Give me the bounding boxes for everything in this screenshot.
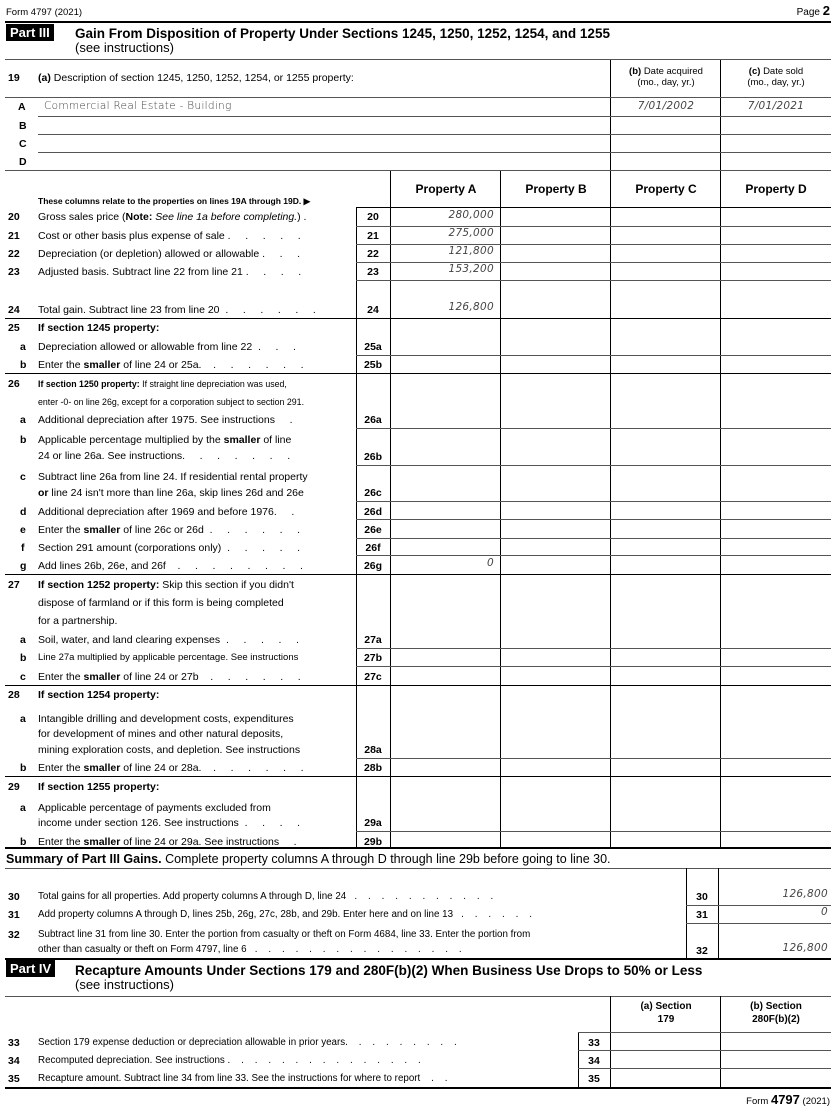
line-number-20: 20 bbox=[8, 211, 20, 223]
line22-property-a[interactable]: 121,800 bbox=[448, 245, 494, 257]
line27-heading-line2: dispose of farmland or if this form is being completed bbox=[38, 597, 284, 609]
line-letter-26e: e bbox=[20, 524, 26, 536]
line20-property-a[interactable]: 280,000 bbox=[448, 209, 494, 221]
line-box-20: 20 bbox=[367, 211, 379, 223]
line-box-33: 33 bbox=[588, 1037, 600, 1049]
line28-heading: If section 1254 property: bbox=[38, 689, 160, 701]
form-header-label: Form 4797 (2021) bbox=[6, 7, 83, 18]
part4-subtitle: (see instructions) bbox=[75, 977, 174, 992]
divider bbox=[356, 519, 831, 520]
divider bbox=[610, 171, 611, 847]
divider bbox=[356, 666, 831, 667]
divider bbox=[720, 171, 721, 847]
line26c-label-line2: or line 24 isn't more than line 26a, skip lines 26d and 26e bbox=[38, 487, 304, 499]
line-letter-28b: b bbox=[20, 762, 27, 774]
line28a-label-line3: mining exploration costs, and depletion. See instructions bbox=[38, 744, 301, 756]
line-box-32: 32 bbox=[696, 945, 708, 957]
divider bbox=[500, 171, 501, 847]
divider bbox=[5, 958, 831, 960]
line-letter-26g: g bbox=[20, 560, 27, 572]
col-date-acquired-header: (b) Date acquired (mo., day, yr.) bbox=[629, 66, 703, 88]
line26-heading-line2: enter -0- on line 26g, except for a corporation subject to section 291. bbox=[38, 397, 305, 407]
part3-badge: Part III bbox=[6, 24, 54, 41]
line-box-26g: 26g bbox=[363, 560, 383, 572]
divider bbox=[356, 758, 831, 759]
line24-label: Total gain. Subtract line 23 from line 20 . . . . . . bbox=[38, 304, 316, 316]
line27-heading-line3: for a partnership. bbox=[38, 615, 118, 627]
line-box-35: 35 bbox=[588, 1073, 600, 1085]
line-box-26d: 26d bbox=[363, 506, 383, 518]
line-number-29: 29 bbox=[8, 781, 20, 793]
divider bbox=[356, 355, 831, 356]
property-d-description[interactable] bbox=[44, 153, 604, 170]
line26g-label: Add lines 26b, 26e, and 26f . . . . . . . . bbox=[38, 560, 303, 572]
line27a-label: Soil, water, and land clearing expenses . . . . . bbox=[38, 634, 299, 646]
line-letter-29a: a bbox=[20, 802, 26, 814]
line32-label-line2: other than casualty or theft on Form 4797, line 6 . . . . . . . . . . . . . . . . bbox=[38, 944, 462, 955]
line28b-label: Enter the smaller of line 24 or 28a. . . . . . . bbox=[38, 762, 304, 774]
property-b-header: Property B bbox=[525, 182, 587, 196]
page-number: 2 bbox=[822, 3, 830, 18]
property-a-description[interactable]: Commercial Real Estate - Building bbox=[44, 100, 232, 112]
property-c-description[interactable] bbox=[44, 135, 604, 152]
col-section-179-header: (a) Section 179 bbox=[640, 1001, 692, 1025]
page-label: Page bbox=[796, 7, 820, 18]
line29-heading: If section 1255 property: bbox=[38, 781, 160, 793]
line20-label: Gross sales price (Note: See line 1a before completing.) . bbox=[38, 211, 307, 223]
divider bbox=[5, 776, 831, 777]
line-box-27b: 27b bbox=[363, 652, 383, 664]
line-box-21: 21 bbox=[367, 230, 379, 242]
line-number-35: 35 bbox=[8, 1073, 20, 1085]
line32-value[interactable]: 126,800 bbox=[782, 942, 828, 954]
line-number-33: 33 bbox=[8, 1037, 20, 1049]
line-box-26f: 26f bbox=[365, 542, 381, 554]
property-b-description[interactable] bbox=[44, 117, 604, 134]
line22-label: Depreciation (or depletion) allowed or allowable . . . bbox=[38, 248, 301, 260]
line-box-26c: 26c bbox=[364, 487, 382, 499]
line24-property-a[interactable]: 126,800 bbox=[448, 301, 494, 313]
line-number-27: 27 bbox=[8, 579, 20, 591]
row-letter-a: A bbox=[18, 101, 26, 113]
line-number-32: 32 bbox=[8, 929, 20, 941]
line31-value[interactable]: 0 bbox=[821, 906, 828, 918]
part4-title: Recapture Amounts Under Sections 179 and 280F(b)(2) When Business Use Drops to 50% or Less bbox=[75, 963, 703, 978]
line32-label: Subtract line 31 from line 30. Enter the portion from casualty or theft on Form 4684, line 33. Enter the portion from bbox=[38, 929, 531, 940]
divider bbox=[5, 373, 831, 374]
line28a-label: Intangible drilling and development costs, expenditures bbox=[38, 713, 294, 725]
property-a-date-acquired[interactable]: 7/01/2002 bbox=[637, 100, 695, 112]
line26b-label-line2: 24 or line 26a. See instructions. . . . . . . bbox=[38, 450, 291, 462]
line-letter-28a: a bbox=[20, 713, 26, 725]
line29b-label: Enter the smaller of line 24 or 29a. See instructions . bbox=[38, 836, 297, 848]
property-c-header: Property C bbox=[635, 182, 697, 196]
line35-section-280f[interactable] bbox=[721, 1069, 831, 1086]
line29a-label-line2: income under section 126. See instructions . . . . bbox=[38, 817, 301, 829]
divider bbox=[5, 59, 831, 60]
line-letter-27a: a bbox=[20, 634, 26, 646]
line-letter-26b: b bbox=[20, 434, 27, 446]
line-number-30: 30 bbox=[8, 891, 20, 903]
line-number-21: 21 bbox=[8, 230, 20, 242]
divider bbox=[356, 501, 831, 502]
line-box-24: 24 bbox=[367, 304, 379, 316]
divider bbox=[5, 868, 831, 869]
line35-section-179[interactable] bbox=[611, 1069, 720, 1086]
page-indicator bbox=[797, 5, 830, 19]
divider bbox=[5, 318, 831, 319]
line-number-25: 25 bbox=[8, 322, 20, 334]
divider bbox=[5, 685, 831, 686]
divider bbox=[356, 648, 831, 649]
divider bbox=[5, 574, 831, 575]
line30-label: Total gains for all properties. Add property columns A through D, line 24 . . . . . . . . . . . bbox=[38, 891, 494, 902]
line27-heading: If section 1252 property: Skip this section if you didn't bbox=[38, 579, 294, 591]
line-number-34: 34 bbox=[8, 1055, 20, 1067]
line-box-27a: 27a bbox=[364, 634, 382, 646]
property-d-header: Property D bbox=[745, 182, 807, 196]
line-letter-26f: f bbox=[21, 542, 25, 554]
line26d-label: Additional depreciation after 1969 and before 1976. . bbox=[38, 506, 295, 518]
part3-title: Gain From Disposition of Property Under Sections 1245, 1250, 1252, 1254, and 1255 bbox=[75, 26, 610, 41]
line-number-26: 26 bbox=[8, 378, 20, 390]
row-letter-d: D bbox=[19, 156, 27, 168]
line34-label: Recomputed depreciation. See instructions . . . . . . . . . . . . . . . bbox=[38, 1055, 421, 1066]
line21-property-a[interactable]: 275,000 bbox=[448, 227, 494, 239]
property-a-header: Property A bbox=[415, 182, 477, 196]
line-box-27c: 27c bbox=[364, 671, 382, 683]
line25-heading: If section 1245 property: bbox=[38, 322, 160, 334]
line33-label: Section 179 expense deduction or depreciation allowable in prior years. . . . . . . . . bbox=[38, 1037, 457, 1048]
line21-label: Cost or other basis plus expense of sale . . . . . bbox=[38, 230, 301, 242]
line-letter-25b: b bbox=[20, 359, 27, 371]
line35-label: Recapture amount. Subtract line 34 from line 33. See the instructions for where to report . . bbox=[38, 1073, 448, 1084]
line25b-label: Enter the smaller of line 24 or 25a. . . . . . . bbox=[38, 359, 304, 371]
line-number-24: 24 bbox=[8, 304, 20, 316]
divider bbox=[356, 555, 831, 556]
columns-note: These columns relate to the properties on lines 19A through 19D. ▶ bbox=[38, 196, 311, 206]
line29a-label: Applicable percentage of payments excluded from bbox=[38, 802, 271, 814]
divider bbox=[356, 831, 831, 832]
line-box-25a: 25a bbox=[364, 341, 382, 353]
line26e-label: Enter the smaller of line 26c or 26d . . . . . . bbox=[38, 524, 301, 536]
line26-heading: If section 1250 property: If straight line depreciation was used, bbox=[38, 379, 287, 389]
summary-heading: Summary of Part III Gains. Complete property columns A through D through line 29b before going to line 30. bbox=[6, 852, 611, 866]
divider bbox=[686, 923, 831, 924]
line-box-28a: 28a bbox=[364, 744, 382, 756]
line-number-23: 23 bbox=[8, 266, 20, 278]
line-letter-29b: b bbox=[20, 836, 27, 848]
line-number-22: 22 bbox=[8, 248, 20, 260]
line-number-31: 31 bbox=[8, 909, 20, 921]
line-number-19: 19 bbox=[8, 72, 20, 84]
form-footer: Form 4797 (2021) bbox=[746, 1092, 830, 1107]
line19-description-label: (a) Description of section 1245, 1250, 1252, 1254, or 1255 property: bbox=[38, 72, 354, 84]
line33-section-280f[interactable] bbox=[721, 1033, 831, 1050]
divider bbox=[356, 538, 831, 539]
line26c-label: Subtract line 26a from line 24. If residential rental property bbox=[38, 471, 308, 483]
line26a-label: Additional depreciation after 1975. See instructions . bbox=[38, 414, 293, 426]
divider bbox=[356, 428, 831, 429]
divider bbox=[718, 868, 719, 958]
line34-section-280f[interactable] bbox=[721, 1051, 831, 1068]
line-box-26e: 26e bbox=[364, 524, 382, 536]
line31-label: Add property columns A through D, lines 25b, 26g, 27c, 28b, and 29b. Enter here and on line 13 . . . . . . bbox=[38, 909, 532, 920]
line23-property-a[interactable]: 153,200 bbox=[448, 263, 494, 275]
line33-section-179[interactable] bbox=[611, 1033, 720, 1050]
line-letter-26a: a bbox=[20, 414, 26, 426]
line25a-label: Depreciation allowed or allowable from line 22 . . . bbox=[38, 341, 296, 353]
property-a-date-sold[interactable]: 7/01/2021 bbox=[747, 100, 805, 112]
line26g-property-a[interactable]: 0 bbox=[487, 557, 494, 569]
line-letter-25a: a bbox=[20, 341, 26, 353]
line30-value[interactable]: 126,800 bbox=[782, 888, 828, 900]
line27b-label: Line 27a multiplied by applicable percentage. See instructions bbox=[38, 652, 299, 663]
line-box-23: 23 bbox=[367, 266, 379, 278]
divider bbox=[356, 465, 831, 466]
divider bbox=[5, 21, 831, 23]
col-date-sold-header: (c) Date sold (mo., day, yr.) bbox=[747, 66, 805, 88]
line34-section-179[interactable] bbox=[611, 1051, 720, 1068]
row-letter-c: C bbox=[19, 138, 27, 150]
line-letter-27c: c bbox=[20, 671, 26, 683]
line-box-34: 34 bbox=[588, 1055, 600, 1067]
line-box-26a: 26a bbox=[364, 414, 382, 426]
line-letter-26c: c bbox=[20, 471, 26, 483]
line27c-label: Enter the smaller of line 24 or 27b . . . . . . bbox=[38, 671, 301, 683]
line-box-25b: 25b bbox=[363, 359, 383, 371]
divider bbox=[5, 170, 831, 171]
line-box-22: 22 bbox=[367, 248, 379, 260]
line28a-label-line2: for development of mines and other natural deposits, bbox=[38, 728, 284, 740]
divider bbox=[356, 207, 831, 208]
divider bbox=[356, 280, 831, 281]
line-box-28b: 28b bbox=[363, 762, 383, 774]
line-number-28: 28 bbox=[8, 689, 20, 701]
part4-badge: Part IV bbox=[6, 960, 55, 977]
line-box-26b: 26b bbox=[363, 451, 383, 463]
divider bbox=[5, 97, 831, 98]
line26f-label: Section 291 amount (corporations only) . . . . . bbox=[38, 542, 301, 554]
row-letter-b: B bbox=[19, 120, 27, 132]
line26b-label: Applicable percentage multiplied by the smaller of line bbox=[38, 434, 292, 446]
line-box-30: 30 bbox=[696, 891, 708, 903]
col-section-280f-header: (b) Section 280F(b)(2) bbox=[750, 1001, 802, 1025]
line-box-29b: 29b bbox=[363, 836, 383, 848]
line-box-29a: 29a bbox=[364, 817, 382, 829]
line-box-31: 31 bbox=[696, 909, 708, 921]
line23-label: Adjusted basis. Subtract line 22 from line 21 . . . . bbox=[38, 266, 302, 278]
divider bbox=[5, 1087, 831, 1089]
part3-subtitle: (see instructions) bbox=[75, 40, 174, 55]
divider bbox=[5, 996, 831, 997]
line-letter-27b: b bbox=[20, 652, 27, 664]
divider bbox=[5, 847, 831, 849]
line-letter-26d: d bbox=[20, 506, 27, 518]
